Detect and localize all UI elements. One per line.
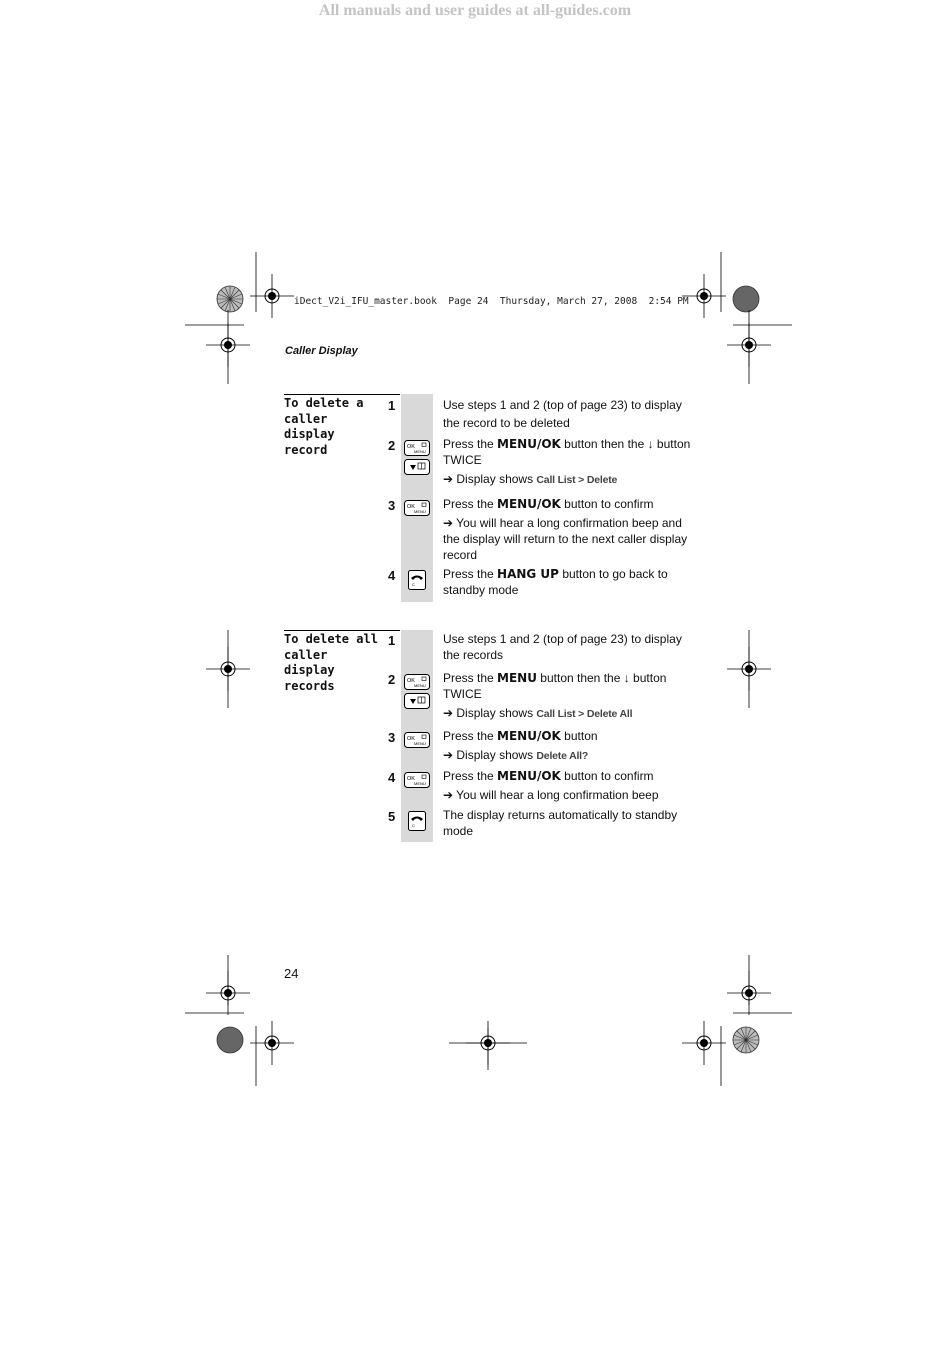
svg-text:MENU: MENU [414,509,426,514]
svg-text:MENU: MENU [414,741,426,746]
down-arrow-icon: ↓ [647,437,654,451]
title-rule [284,394,400,395]
step-text: Press the HANG UP button to go back to standby mode [443,567,668,597]
menu-ok-key-icon [404,772,430,788]
svg-text:OK: OK [407,736,415,742]
step-text: Press the MENU/OK button to confirm ➔ You will hear a long confirmation beep and the display will return to the next caller display record [443,496,701,566]
svg-text:OK: OK [407,504,415,510]
delete-all-records-block [284,630,704,842]
menu-ok-label: MENU/OK [497,437,561,451]
step-text: Press the MENU/OK button then the ↓ button TWICE ➔ Display shows Call List > Delete [443,437,691,486]
step-number: 3 [388,730,396,745]
menu-ok-key-icon [404,440,430,456]
delete-record-block [284,394,704,602]
svg-text:OK: OK [407,678,415,684]
step-text: Press the MENU button then the ↓ button TWICE ➔ Display shows Call List > Delete All [443,671,667,720]
lcd-text: Call List > Delete [536,474,618,486]
step-result: ➔ You will hear a long confirmation beep [443,788,659,802]
step-text: Press the MENU/OK button ➔ Display shows Delete All? [443,729,598,762]
step-number: 5 [388,809,396,824]
menu-ok-key-icon [404,500,430,516]
svg-text:C: C [412,823,415,828]
print-header-line: iDect_V2i_IFU_master.book Page 24 Thursday, March 27, 2008 2:54 PM [294,296,689,307]
svg-text:OK: OK [407,444,415,450]
step-result: ➔ You will hear a long confirmation beep and the display will return to the next caller display record [443,516,688,562]
step-number: 2 [388,438,396,453]
down-arrow-icon: ↓ [623,671,630,685]
menu-ok-key-icon [404,732,430,748]
step-text: Use steps 1 and 2 (top of page 23) to display the record to be deleted [443,398,682,430]
block-title: To delete a caller display record [284,396,364,457]
step-number: 3 [388,498,396,513]
section-title: Caller Display [285,345,358,357]
lcd-text: Call List > Delete All [536,708,633,720]
svg-text:MENU: MENU [414,683,426,688]
svg-text:MENU: MENU [414,449,426,454]
lcd-text: Delete All? [536,750,589,762]
hang-up-key-icon [408,811,426,831]
hang-up-key-icon [408,570,426,590]
svg-text:C: C [412,582,415,587]
step-number: 2 [388,672,396,687]
title-rule [284,630,400,631]
step-number: 1 [388,633,396,648]
watermark: All manuals and user guides at all-guides.com [318,2,632,19]
down-phonebook-key-icon [404,459,430,475]
step-number: 4 [388,770,396,785]
svg-text:OK: OK [407,776,415,782]
down-phonebook-key-icon [404,693,430,709]
step-text: Use steps 1 and 2 (top of page 23) to display the records [443,632,682,662]
menu-ok-key-icon [404,674,430,690]
page-number: 24 [284,966,299,981]
step-text: Press the MENU/OK button to confirm ➔ You will hear a long confirmation beep [443,768,701,806]
step-text: The display returns automatically to standby mode [443,808,678,838]
step-number: 4 [388,568,396,583]
svg-text:MENU: MENU [414,781,426,786]
step-number: 1 [388,398,396,413]
block-title: To delete all caller display records [284,632,378,693]
